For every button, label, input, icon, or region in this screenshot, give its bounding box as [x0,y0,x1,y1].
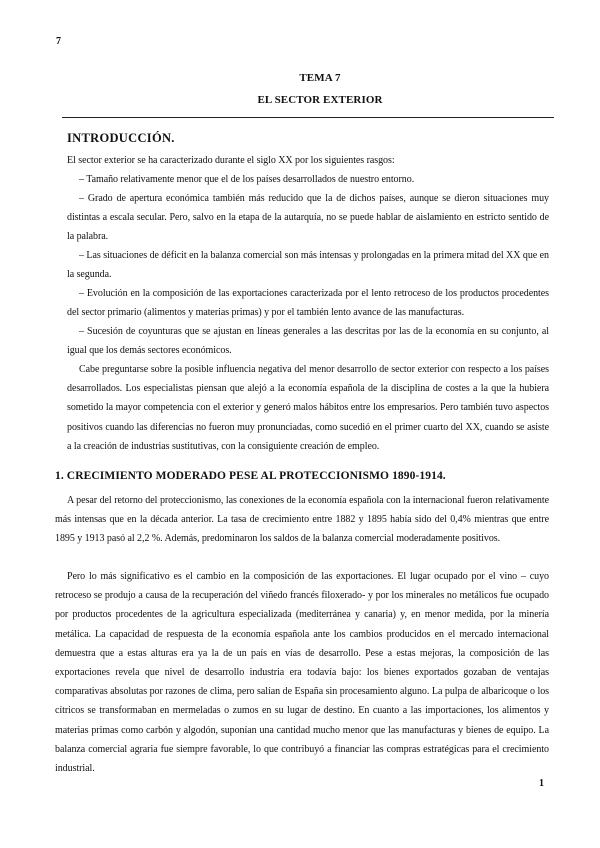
section-paragraph: A pesar del retorno del proteccionismo, las conexiones de la economía española con la internacional fueron relativamente más intensas que en la década anterior. La tasa de crecimiento entre 1882 y 1895 había sido del 0,4% mientras que entre 1895 y 1913 pasó al 2,2 %. Además, predominaron los saldos de la balanza comercial moderadamente positivos. [55,495,549,545]
chapter-number: TEMA 7 [299,72,341,84]
intro-item: – Tamaño relativamente menor que el de los países desarrollados de nuestro entorno. [79,174,415,185]
intro-item: – Las situaciones de déficit en la balanza comercial son más intensas y prolongadas en la primera mitad del XX que en la segunda. [67,250,549,281]
page-number-top: 7 [56,36,61,47]
chapter-title: EL SECTOR EXTERIOR [257,94,383,106]
section-paragraph: Pero lo más significativo es el cambio en la composición de las exportaciones. El lugar ocupado por el vino – cuyo retroceso se produjo a causa de la recuperación del viñedo francés filoxerado- y por los minerales no metálicos fue ocupado por productos procedentes de la agricultura especializada (mediterránea y canaria) y, en menor medida, por la minería metálica. La capacidad de respuesta de la economía española ante los cambios producidos en el mercado internacional demuestra que a estas alturas era ya la de un país en vías de desarrollo. Pese a estas mejoras, la composición de las exportaciones revela que nivel de desarrollo industria era todavía bajo: los bienes exportados gozaban de ventajas comparativas absolutas por razones de clima, pero salían de España sin procesamiento alguno. La pulpa de albaricoque o los cítricos se transformaban en mermeladas o zumos en su lugar de destino. En cuanto a las importaciones, los alimentos y materias primas como carbón y algodón, suponían una cantidad mucho menor que las manufacturas y bienes de equipo. La balanza comercial agraria fue siempre favorable, lo que contribuyó a financiar las compras estratégicas para el crecimiento industrial. [55,571,549,775]
intro-closing-paragraph: Cabe preguntarse sobre la posible influencia negativa del menor desarrollo de sector exterior con respecto a los países desarrollados. Los especialistas piensan que alejó a la economía española de la disciplina de costes a la que la hubiera sometido la mayor competencia con el exterior y generó malos hábitos entre los empresarios. Pero también tuvo aspectos positivos cuando las diferencias no fueron muy pronunciadas, como sucedió en el primer cuarto del XX, cuando se asiste a la creación de industrias sustitutivas, con la consiguiente creación de empleo. [67,364,549,452]
intro-item: – Grado de apertura económica también más reducido que la de dichos países, aunque se dieron situaciones muy distintas a escala secular. Pero, salvo en la etapa de la autarquía, no se puede hablar de aislamiento en estricto sentido de la palabra. [67,193,549,243]
intro-item: – Sucesión de coyunturas que se ajustan en líneas generales a las descritas por las de la economía en su conjunto, al igual que los demás sectores económicos. [67,326,549,357]
title-divider [62,117,554,118]
intro-lead: El sector exterior se ha caracterizado durante el siglo XX por los siguientes rasgos: [67,155,395,166]
intro-item: – Evolución en la composición de las exportaciones caracterizada por el lento retroceso de los productos procedentes del sector primario (alimentos y materias primas) y por el también lento avance de las manufacturas. [67,288,549,319]
intro-heading: INTRODUCCIÓN. [67,131,175,145]
section-heading: 1. CRECIMIENTO MODERADO PESE AL PROTECCIONISMO 1890-1914. [55,470,446,482]
page-number-bottom: 1 [539,778,544,789]
